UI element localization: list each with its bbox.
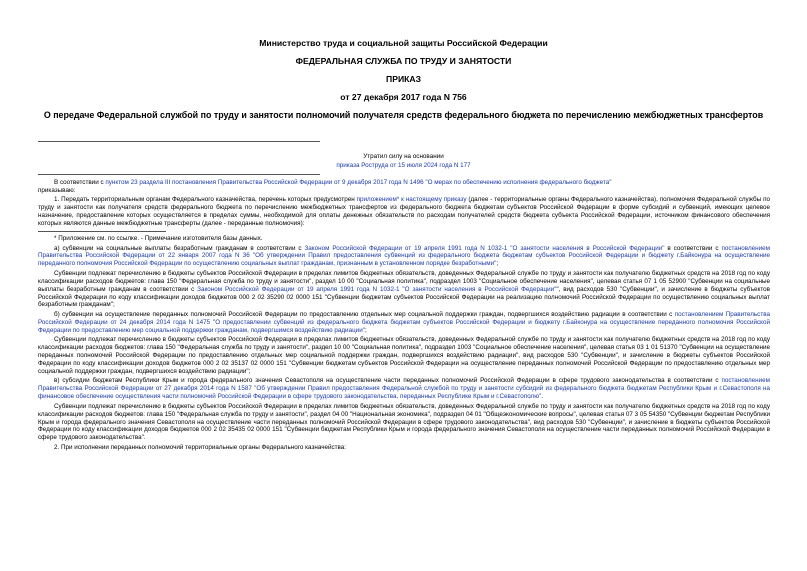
subparagraph-b-text: б) субвенции на осуществление переданных полномочий Российской Федерации по предоставлению отдельных мер социальной поддержки граждан, подвергшихся воздействию радиации в соответствии с — [54, 310, 675, 318]
subparagraph-a-funding — [38, 270, 770, 310]
repeal-order-link[interactable]: приказа Роструда от 15 июля 2024 года N 177 — [336, 162, 471, 169]
decree-1587-link[interactable]: постановлением Правительства Российской Федерации от 27 декабря 2014 года N 1587 "Об утверждении Правил предоставления Федеральной службой по труду и занятости субсидий из федерального бюджета бюджетам Республики Крым и г.Севастополя на финансовое обеспечение осуществления части полномочий Российской Федерации в сфере трудового законодательства, переданных Республике Крым и г.Севастополю" — [38, 377, 770, 401]
decree-36-link[interactable]: постановлением Правительства Российской Федерации от 22 января 2007 года N 36 "Об утверждении Правил предоставления субвенций из федерального бюджета бюджетам субъектов Российской Федерации и бюджету г.Байконура на осуществление переданного полномочия Российской Федерации по осуществлению социальных выплат гражданам, признанным в установленном порядке безработными" — [38, 244, 770, 268]
status-note-text: Утратил силу на основании — [363, 153, 444, 160]
document-title: О передаче Федеральной службой по труду и занятости полномочий получателя средств федерального бюджета по перечислению межбюджетных трансфертов — [43, 110, 764, 120]
header-divider — [38, 141, 320, 142]
preamble-text: В соответствии с — [54, 179, 106, 186]
document-date-number: от 27 декабря 2017 года N 756 — [340, 92, 467, 102]
subparagraph-b-funding: Субвенции подлежат перечислению в бюджеты субъектов Российской Федерации в пределах лимитов бюджетных обязательств, доведенных Федеральной службе по труду и занятости как получателю бюджетных средств на 2018 год по коду классификации расходов бюджетов: глава 150 "Федеральная служба по труду и занятости", раздел 10 00 "Социальная политика", подраздел 1003 "Социальное обеспечение населения", целевая статья 03 1 01 51370 "Субвенции на осуществление переданных полномочий Российской Федерации по предоставлению отдельных мер социальной поддержки граждан, подвергшихся воздействию радиации", вид расходов 530 "Субвенции", и зачисление в бюджеты субъектов Российской Федерации по коду классификации доходов бюджетов 000 2 02 35137 02 0000 151 "Субвенции бюджетам субъектов Российской Федерации на осуществление переданных полномочий Российской Федерации по предоставлению отдельных мер социальной поддержки граждан, подвергшихся воздействию радиации"; — [38, 336, 770, 375]
subparagraph-a — [38, 245, 770, 269]
government-decree-1496-link[interactable]: пунктом 23 раздела III постановления Правительства Российской Федерации от 9 декабря 2017 года N 1496 "О мерах по обеспечению исполнения федерального бюджета" — [105, 179, 612, 186]
service-name: ФЕДЕРАЛЬНАЯ СЛУЖБА ПО ТРУДУ И ЗАНЯТОСТИ — [295, 56, 512, 66]
subparagraph-c-text: в) субсидии бюджетам Республики Крым и города федерального значения Севастополя на осуществление части переданных полномочий Российской Федерации в сфере трудового законодательства в соответствии с — [54, 377, 722, 385]
subparagraph-b-end: ; — [364, 326, 367, 334]
subparagraph-c-end: . — [541, 393, 543, 401]
document-type: ПРИКАЗ — [386, 74, 421, 84]
document-body — [38, 179, 770, 452]
subparagraph-a-text-2: в соответствии с — [664, 244, 722, 252]
subparagraph-a-funding-text-2: ", вид расходов 530 "Субвенции", и зачисление в бюджеты субъектов Российской Федерации по коду классификации доходов бюджетов 000 2 02 35290 02 0000 151 "Субвенции бюджетам субъектов Российской Федерации на реализацию полномочий Российской Федерации по осуществлению социальных выплат безработным гражданам"; — [38, 285, 770, 309]
subparagraph-a-end: ; — [496, 260, 499, 268]
subparagraph-a-text: а) субвенции на социальные выплаты безработным гражданам в соответствии с — [54, 244, 305, 252]
footnote: * Приложение см. по ссылке. - Примечание изготовителя базы данных. — [54, 235, 263, 243]
subparagraph-b — [38, 311, 770, 335]
paragraph-1 — [38, 196, 770, 228]
appendix-link[interactable]: приложением* к настоящему приказу — [356, 196, 467, 204]
subparagraph-a-funding-text: Субвенции подлежат перечислению в бюджеты субъектов Российской Федерации в пределах лимитов бюджетных обязательств, доведенных Федеральной службе по труду и занятости как получателю бюджетных средств на 2018 год по коду классификации расходов бюджетов: глава 150 "Федеральная служба по труду и занятости", раздел 10 00 "Социальная политика", подраздел 1003 "Социальное обеспечение населения", целевая статья 07 1 05 52900 "Субвенции на социальные выплаты безработным гражданам в соответствии с — [38, 269, 770, 293]
paragraph-1-text-cont: (далее - территориальные органы Федерального казначейства), полномочия Федеральной службы по труду и занятости как получателя средств федерального бюджета по перечислению межбюджетных трансфертов из федерального бюджета бюджетам субъектов Российской Федерации в форме субсидий и субвенций, имеющих целевое назначение, предоставление которых осуществляется в пределах суммы, необходимой для оплаты денежных обязательств по расходам получателей средств бюджета субъекта Российской Федерации, источником финансового обеспечения которых являются данные межбюджетные трансферты (далее - переданные полномочия): — [38, 196, 770, 228]
subparagraph-c-funding: Субвенции подлежат перечислению в бюджеты субъектов Российской Федерации в пределах лимитов бюджетных обязательств, доведенных Федеральной службе по труду и занятости как получателю бюджетных средств на 2018 год по коду классификации расходов бюджетов: глава 150 "Федеральная служба по труду и занятости", раздел 04 00 "Национальная экономика", подраздел 04 01 "Общеэкономические вопросы", целевая статья 07 3 05 54350 "Субвенции бюджетам Республики Крым и города федерального значения Севастополя на осуществление части переданных полномочий Российской Федерации в сфере трудового законодательства", вид расходов 530 "Субвенции", и зачисление в бюджеты субъектов Российской Федерации по коду классификации доходов бюджетов 000 2 02 35435 02 0000 151 "Субвенции бюджетам Республики Крым и города федерального значения Севастополя на осуществление части переданных полномочий Российской Федерации в сфере трудового законодательства". — [38, 402, 770, 442]
footnote-divider — [38, 231, 166, 232]
law-1032-1-link[interactable]: Законом Российской Федерации от 19 апреля 1991 года N 1032-1 "О занятости населения в Российской Федерации" — [304, 244, 665, 252]
order-word: приказываю: — [38, 186, 76, 194]
preamble — [38, 179, 770, 187]
paragraph-2: 2. При исполнении переданных полномочий территориальные органы Федерального казначейства: — [54, 443, 347, 451]
note-divider — [38, 174, 320, 175]
law-1032-1-link-2[interactable]: Законом Российской Федерации от 19 апреля 1991 года N 1032-1 "О занятости населения в Российской Федерации" — [197, 285, 557, 293]
subparagraph-c — [38, 377, 770, 401]
paragraph-1-text: 1. Передать территориальным органам Федерального казначейства, перечень которых предусмотрен — [54, 196, 355, 204]
decree-1475-link[interactable]: постановлением Правительства Российской Федерации от 24 декабря 2014 года N 1475 "О предоставлении субвенций из федерального бюджета бюджетам субъектов Российской Федерации и бюджету г.Байконура на осуществление переданного полномочия Российской Федерации по предоставлению мер социальной поддержки гражданам, подвергшимся воздействию радиации" — [38, 310, 770, 334]
ministry-name: Министерство труда и социальной защиты Российской Федерации — [259, 38, 548, 48]
